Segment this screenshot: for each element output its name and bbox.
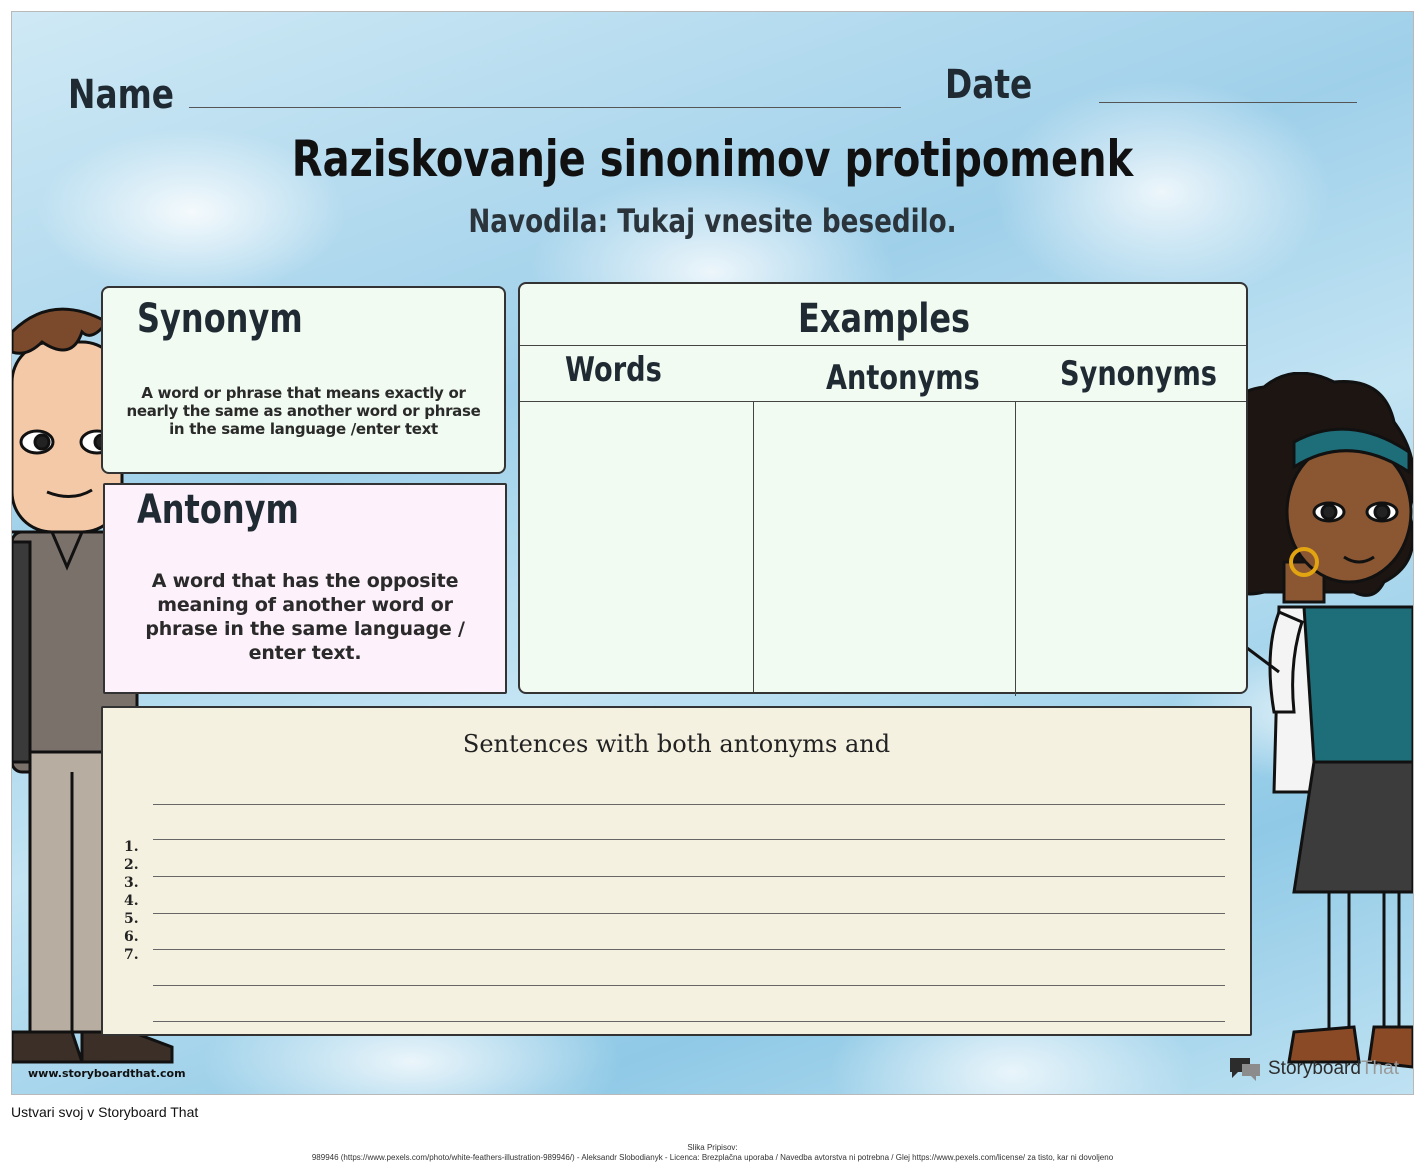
name-line[interactable] <box>189 107 901 108</box>
writing-line[interactable] <box>153 804 1225 805</box>
antonyms-column-cell[interactable] <box>755 404 1013 690</box>
writing-line[interactable] <box>153 985 1225 986</box>
column-header-words: Words <box>565 350 662 390</box>
worksheet <box>11 11 1414 1095</box>
speech-bubble-icon <box>1228 1056 1262 1082</box>
antonym-definition[interactable]: A word that has the opposite meaning of another word or phrase in the same language / enter text. <box>145 570 465 664</box>
date-line[interactable] <box>1099 102 1357 103</box>
sentence-number: 3. <box>124 875 139 891</box>
words-column-cell[interactable] <box>520 404 752 690</box>
examples-heading: Examples <box>798 296 971 342</box>
instructions[interactable]: Navodila: Tukaj vnesite besedilo. <box>468 202 957 240</box>
writing-line[interactable] <box>153 1021 1225 1022</box>
synonym-definition[interactable]: A word or phrase that means exactly or nearly the same as another word or phrase in the same language /enter text <box>126 384 481 438</box>
column-divider-1 <box>753 402 754 692</box>
brand-name-part2: That <box>1360 1058 1399 1079</box>
column-divider-2 <box>1015 402 1016 696</box>
writing-line[interactable] <box>153 839 1225 840</box>
sentences-heading: Sentences with both antonyms and <box>462 730 891 758</box>
sentence-number: 7. <box>124 947 139 963</box>
synonyms-column-cell[interactable] <box>1017 404 1245 690</box>
examples-table <box>518 282 1248 694</box>
synonym-heading: Synonym <box>137 296 303 342</box>
sentence-number: 1. <box>124 839 139 855</box>
sentences-box <box>101 706 1252 1036</box>
name-label: Name <box>68 72 175 118</box>
page-title: Raziskovanje sinonimov protipomenk <box>291 130 1134 188</box>
sentence-numbers <box>124 838 139 964</box>
synonym-box <box>101 286 506 474</box>
credit-text: 989946 (https://www.pexels.com/photo/white-feathers-illustration-989946/) - Aleksandr Slobodianyk - Licenca: Brezplačna uporaba / Navedba avtorstva ni potrebna / Glej https://www.pexels.com/license/ za tisto, kar ni dovoljeno <box>311 1153 1114 1162</box>
writing-line[interactable] <box>153 949 1225 950</box>
column-header-antonyms: Antonyms <box>826 358 980 398</box>
writing-line[interactable] <box>153 876 1225 877</box>
storyboardthat-logo <box>1228 1056 1399 1082</box>
watermark-url: www.storyboardthat.com <box>28 1067 186 1080</box>
sentence-number: 6. <box>124 929 139 945</box>
sentence-number: 5. <box>124 911 139 927</box>
sentence-number: 4. <box>124 893 139 909</box>
date-label: Date <box>945 62 1033 108</box>
antonym-box <box>103 483 507 694</box>
writing-line[interactable] <box>153 913 1225 914</box>
column-header-divider <box>520 401 1246 402</box>
brand-name-part1: Storyboard <box>1268 1058 1361 1079</box>
column-header-synonyms: Synonyms <box>1060 354 1217 394</box>
sentence-number: 2. <box>124 857 139 873</box>
credit-title: Slika Pripisov: <box>687 1143 738 1152</box>
examples-heading-divider <box>520 345 1246 346</box>
brand-name <box>1268 1058 1399 1080</box>
image-credit <box>0 1143 1425 1163</box>
create-your-own-link[interactable]: Ustvari svoj v Storyboard That <box>11 1104 199 1120</box>
antonym-heading: Antonym <box>137 487 299 533</box>
